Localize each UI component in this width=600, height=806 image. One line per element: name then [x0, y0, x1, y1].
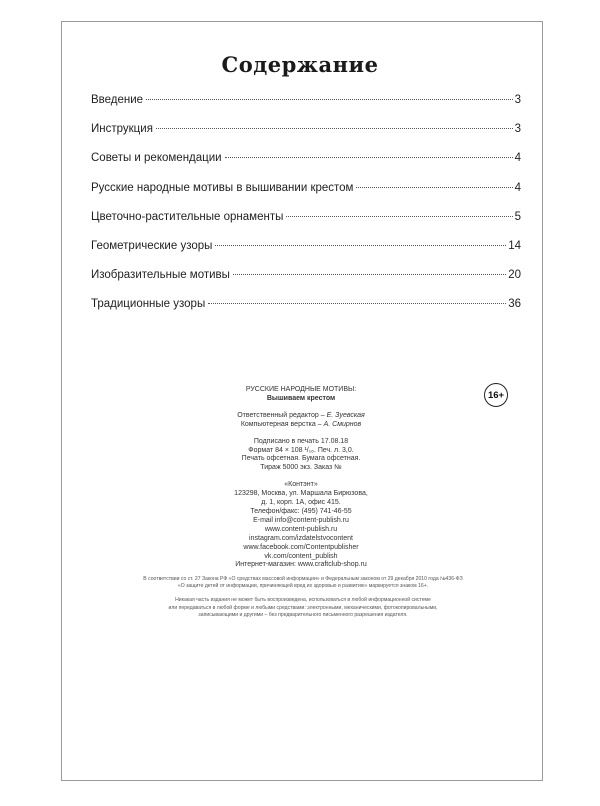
toc-entry-page: 4	[514, 152, 521, 165]
toc-leader-dots	[356, 187, 512, 188]
toc-leader-dots	[146, 99, 513, 100]
legal-line: «О защите детей от информации, причиняющей вред их здоровью и развитию» маркируется знаком 16+.	[177, 583, 429, 590]
toc-entry[interactable]	[91, 261, 521, 290]
legal-notice	[120, 576, 486, 619]
toc-leader-dots	[215, 245, 506, 246]
facebook-link[interactable]: www.facebook.com/Contentpublisher	[243, 543, 359, 551]
toc-entry-page: 5	[514, 210, 521, 223]
book-title: РУССКИЕ НАРОДНЫЕ МОТИВЫ:	[245, 386, 357, 393]
publisher-name: «Контэнт»	[284, 481, 318, 489]
toc-entry-label: Русские народные мотивы в вышивании крестом	[91, 181, 354, 194]
website-link[interactable]: www.content-publish.ru	[264, 525, 338, 533]
layout-label: Компьютерная верстка –	[240, 420, 322, 428]
toc-entry-label: Изобразительные мотивы	[91, 269, 230, 282]
shop-link[interactable]: Интернет-магазин: www.craftclub-shop.ru	[235, 561, 367, 569]
toc-entry-label: Советы и рекомендации	[91, 152, 222, 165]
legal-line: Никакая часть издания не может быть воспроизведена, использоваться в любой информационной системе	[175, 597, 431, 604]
toc-entry[interactable]	[91, 232, 521, 261]
layout-line	[186, 421, 416, 430]
legal-line: или передаваться в любой форме и любыми средствами: электронными, механическими, фотокопировальными,	[168, 604, 438, 611]
page-title: Содержание	[221, 52, 379, 77]
toc-entry-page: 36	[508, 298, 521, 311]
print-format: Формат 84 × 108 ¹/₁₆. Печ. л. 3,0.	[248, 446, 354, 454]
toc-leader-dots	[208, 303, 506, 304]
toc-entry[interactable]	[91, 144, 521, 173]
print-type: Печать офсетная. Бумага офсетная.	[241, 455, 361, 463]
print-run: Тираж 5000 экз. Заказ №	[260, 464, 342, 472]
toc-entry[interactable]	[91, 290, 521, 319]
editor-label: Ответственный редактор –	[237, 411, 325, 419]
toc-leader-dots	[225, 157, 513, 158]
toc-entry-page: 4	[514, 181, 521, 194]
toc-entry-label: Введение	[91, 94, 144, 106]
phone: Телефон/факс: (495) 741-46-55	[250, 507, 352, 515]
imprint-block	[186, 386, 416, 570]
toc-entry-label: Цветочно-растительные орнаменты	[91, 210, 284, 223]
editor-name: Е. Зуевская	[326, 411, 365, 419]
toc-entry-label: Традиционные узоры	[91, 298, 206, 311]
legal-line: записывающими и другими – без предварительного письменного разрешения издателя.	[198, 611, 408, 618]
toc-entry[interactable]	[91, 115, 521, 144]
toc-leader-dots	[233, 274, 506, 275]
toc-entry[interactable]	[91, 86, 521, 115]
age-rating-badge: 16+	[484, 383, 508, 407]
editor-line	[186, 412, 416, 421]
toc-entry-page: 3	[514, 123, 521, 136]
toc-leader-dots	[286, 216, 512, 217]
book-subtitle: Вышиваем крестом	[266, 394, 336, 402]
toc-entry-page: 14	[508, 239, 521, 252]
toc-entry[interactable]	[91, 174, 521, 203]
vk-link[interactable]: vk.com/content_publish	[264, 552, 338, 560]
toc-leader-dots	[156, 128, 513, 129]
table-of-contents	[91, 86, 521, 320]
toc-entry-page: 3	[514, 94, 521, 106]
toc-entry-page: 20	[508, 269, 521, 282]
email[interactable]: E-mail info@content-publish.ru	[253, 516, 349, 524]
address-line-1: 123298, Москва, ул. Маршала Бирюзова,	[234, 490, 368, 498]
instagram-link[interactable]: instagram.com/izdatelstvocontent	[249, 534, 353, 542]
layout-name: А. Смирнов	[323, 420, 362, 428]
address-line-2: д. 1, корп. 1А, офис 415.	[261, 499, 341, 507]
signed-date: Подписано в печать 17.08.18	[253, 437, 349, 445]
legal-line: В соответствии со ст. 27 Закона РФ «О средствах массовой информации» и Федеральным законом от 29 декабря 2010 года №436-ФЗ	[143, 576, 463, 582]
toc-entry-label: Геометрические узоры	[91, 239, 213, 252]
toc-entry-label: Инструкция	[91, 123, 153, 136]
toc-entry[interactable]	[91, 203, 521, 232]
